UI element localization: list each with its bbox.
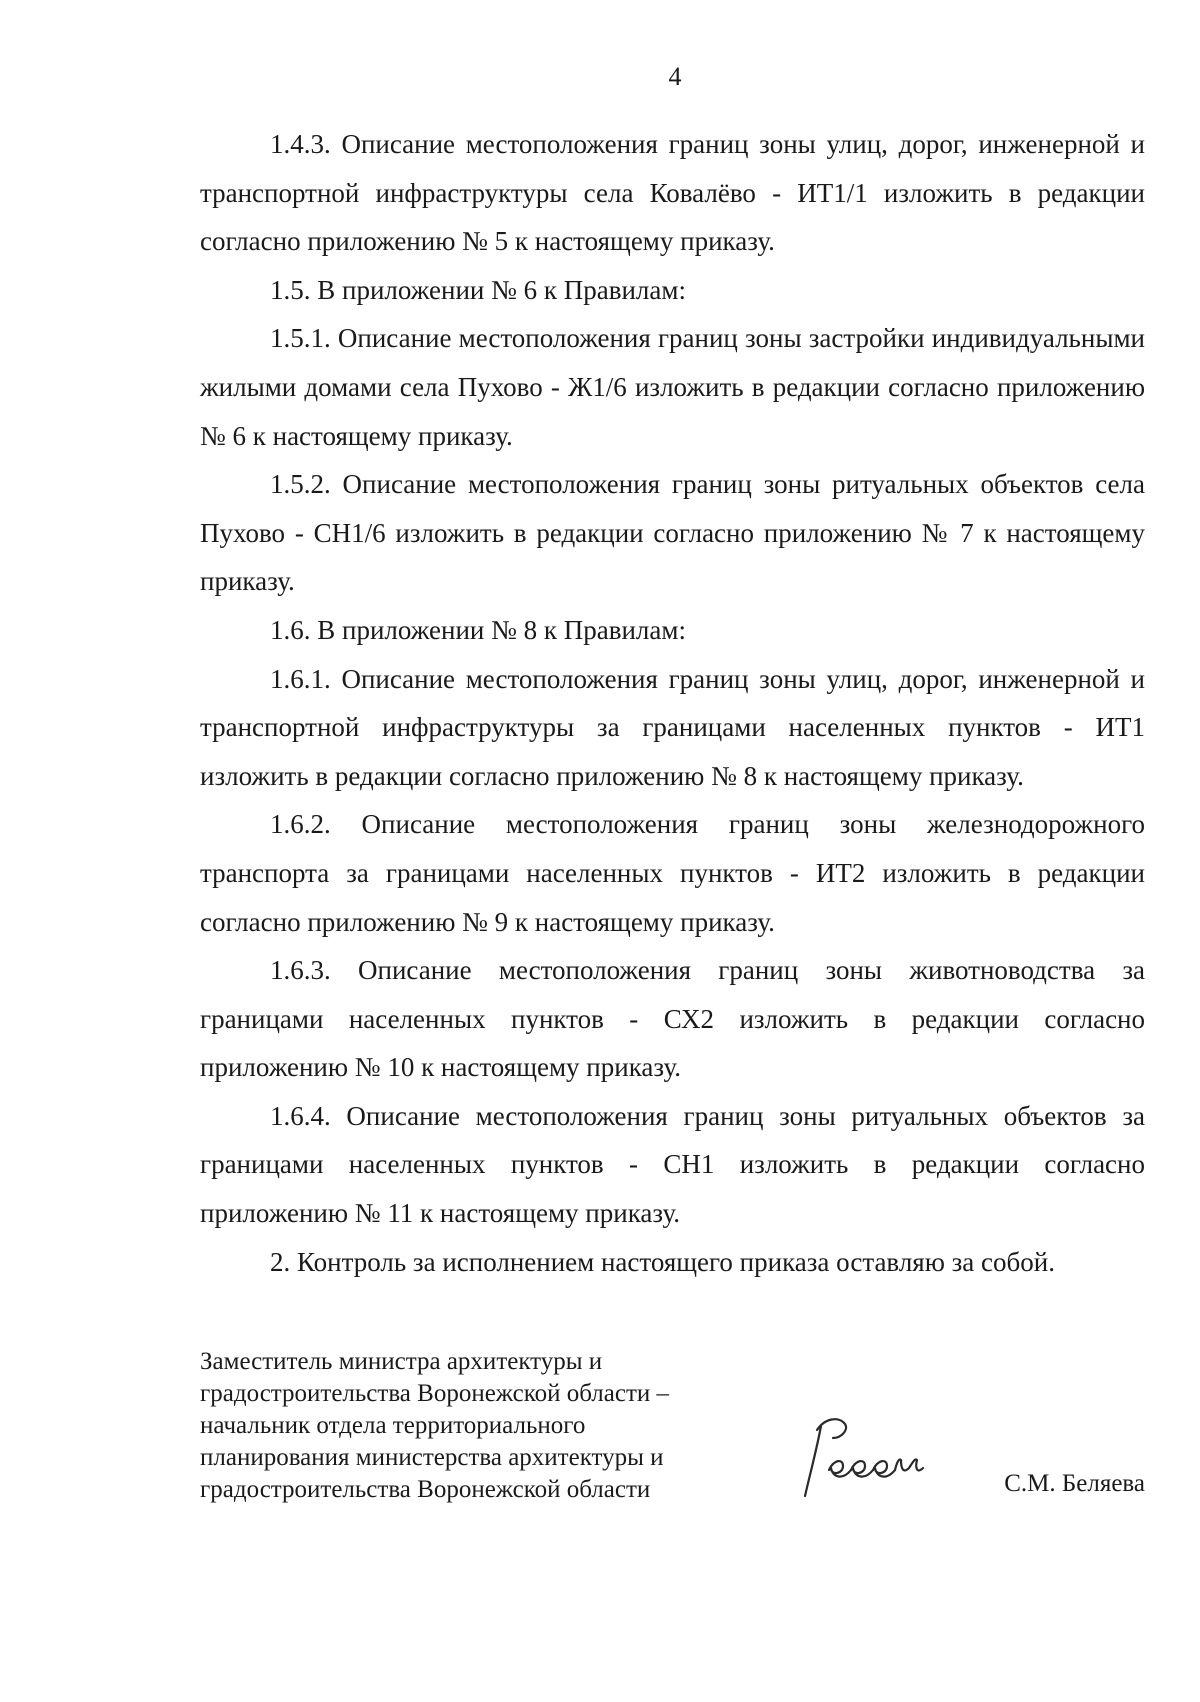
paragraph-1-4-3: 1.4.3. Описание местоположения границ зоны улиц, дорог, инженерной и транспортной инфраструктуры села Ковалёво - ИТ1/1 изложить в редакции согласно приложению № 5 к настоящему приказу. xyxy=(200,129,1145,257)
signature-block xyxy=(200,1346,1145,1506)
signature-strokes xyxy=(805,1419,923,1496)
signer-title: Заместитель министра архитектуры и градостроительства Воронежской области – начальник отдела территориального планирования министерства архитектуры и градостроительства Воронежской области xyxy=(200,1348,670,1503)
paragraph-2: 2. Контроль за исполнением настоящего приказа оставляю за собой. xyxy=(270,1246,1055,1277)
page-number: 4 xyxy=(668,62,682,91)
signer-name: С.М. Беляева xyxy=(1004,1470,1145,1497)
paragraph-1-5-1: 1.5.1. Описание местоположения границ зоны застройки индивидуальными жилыми домами села Пухово - Ж1/6 изложить в редакции согласно приложению № 6 к настоящему приказу. xyxy=(200,323,1145,451)
handwritten-signature-icon xyxy=(795,1408,945,1504)
document-body xyxy=(200,120,1145,1286)
paragraph-1-6: 1.6. В приложении № 8 к Правилам: xyxy=(270,614,686,645)
paragraph-1-6-4: 1.6.4. Описание местоположения границ зоны ритуальных объектов за границами населенных пунктов - СН1 изложить в редакции согласно приложению № 11 к настоящему приказу. xyxy=(200,1100,1145,1229)
paragraph-1-6-2: 1.6.2. Описание местоположения границ зоны железнодорожного транспорта за границами населенных пунктов - ИТ2 изложить в редакции согласно приложению № 9 к настоящему приказу. xyxy=(200,809,1145,937)
paragraph-1-5-2: 1.5.2. Описание местоположения границ зоны ритуальных объектов села Пухово - СН1/6 изложить в редакции согласно приложению № 7 к настоящему приказу. xyxy=(200,469,1145,597)
paragraph-1-6-3: 1.6.3. Описание местоположения границ зоны животноводства за границами населенных пунктов - СХ2 изложить в редакции согласно приложению № 10 к настоящему приказу. xyxy=(200,955,1145,1083)
paragraph-1-6-1: 1.6.1. Описание местоположения границ зоны улиц, дорог, инженерной и транспортной инфраструктуры за границами населенных пунктов - ИТ1 изложить в редакции согласно приложению № 8 к настоящему приказу. xyxy=(200,663,1145,791)
paragraph-1-5: 1.5. В приложении № 6 к Правилам: xyxy=(270,274,686,305)
